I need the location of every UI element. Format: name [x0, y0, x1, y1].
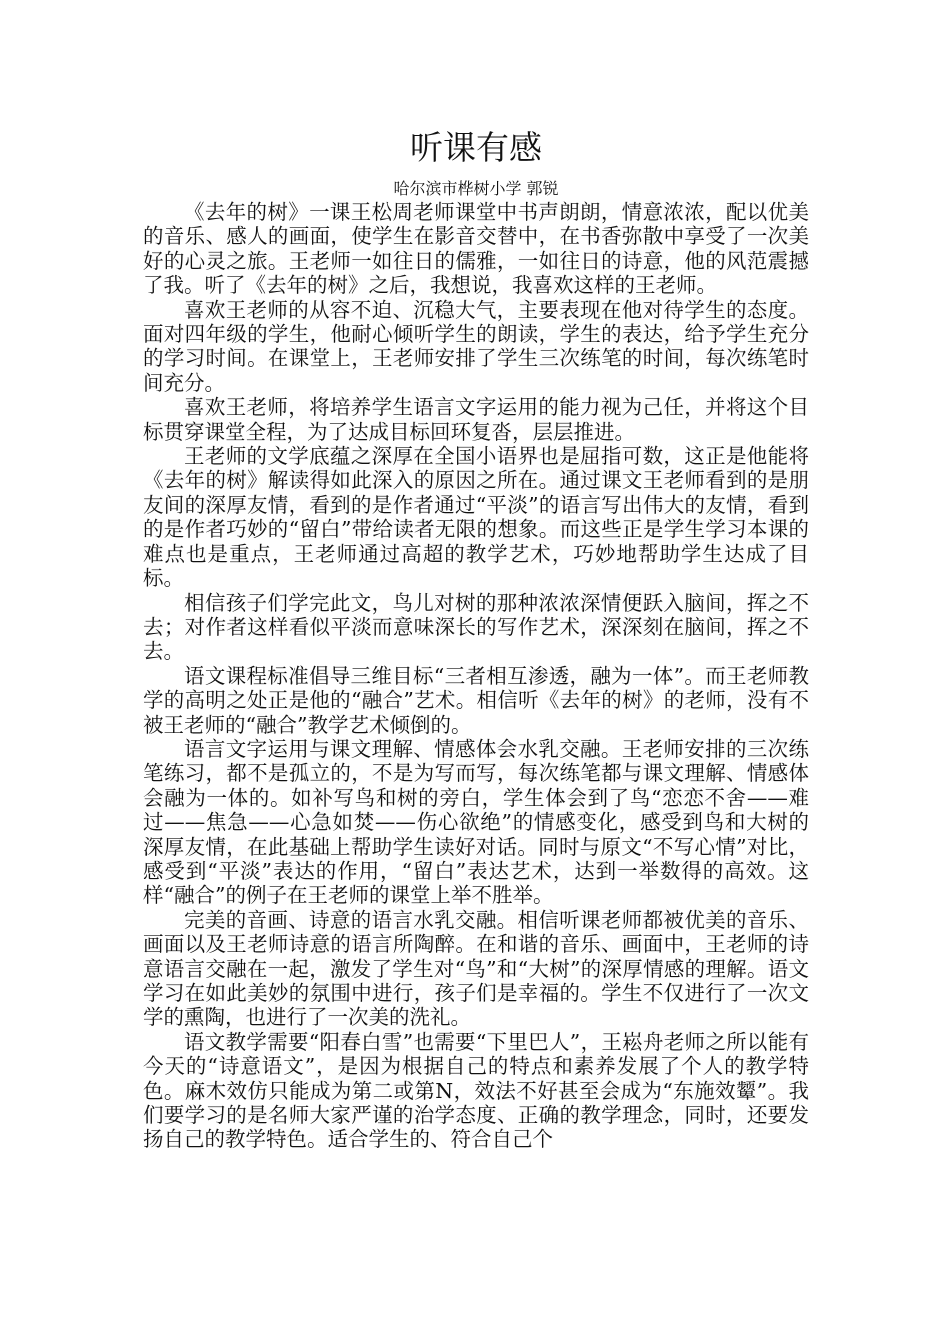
paragraph: 语文课程标准倡导三维目标“三者相互渗透，融为一体”。而王老师教学的高明之处正是他的“融合”艺术。相信听《去年的树》的老师，没有不被王老师的“融合”教学艺术倾倒的。: [143, 663, 809, 737]
paragraph: 语文教学需要“阳春白雪”也需要“下里巴人”，王崧舟老师之所以能有今天的“诗意语文”，是因为根据自己的特点和素养发展了个人的教学特色。麻木效仿只能成为第二或第N，效法不好甚至会成为“东施效颦”。我们要学习的是名师大家严谨的治学态度、正确的教学理念，同时，还要发扬自己的教学特色。适合学生的、符合自己个: [143, 1029, 809, 1152]
paragraph: 相信孩子们学完此文，鸟儿对树的那种浓浓深情便跃入脑间，挥之不去；对作者这样看似平淡而意味深长的写作艺术，深深刻在脑间，挥之不去。: [143, 590, 809, 664]
document-title: 听课有感: [410, 128, 542, 167]
paragraph: 语言文字运用与课文理解、情感体会水乳交融。王老师安排的三次练笔练习，都不是孤立的，不是为写而写，每次练笔都与课文理解、情感体会融为一体的。如补写鸟和树的旁白，学生体会到了鸟“恋恋不舍——难过——焦急——心急如焚——伤心欲绝”的情感变化，感受到鸟和大树的深厚友情，在此基础上帮助学生读好对话。同时与原文“不写心情”对比，感受到“平淡”表达的作用，“留白”表达艺术，达到一举数得的高效。这样“融合”的例子在王老师的课堂上举不胜举。: [143, 736, 809, 908]
paragraph: 完美的音画、诗意的语言水乳交融。相信听课老师都被优美的音乐、画面以及王老师诗意的语言所陶醉。在和谐的音乐、画面中，王老师的诗意语言交融在一起，激发了学生对“鸟”和“大树”的深厚情感的理解。语文学习在如此美妙的氛围中进行，孩子们是幸福的。学生不仅进行了一次文学的熏陶，也进行了一次美的洗礼。: [143, 907, 809, 1030]
paragraph: 喜欢王老师的从容不迫、沉稳大气，主要表现在他对待学生的态度。面对四年级的学生，他耐心倾听学生的朗读，学生的表达，给予学生充分的学习时间。在课堂上，王老师安排了学生三次练笔的时间，每次练笔时间充分。: [143, 297, 809, 395]
document-page: [143, 118, 809, 1152]
document-byline: 哈尔滨市桦树小学 郭锐: [393, 179, 559, 198]
paragraph: 《去年的树》一课王松周老师课堂中书声朗朗，情意浓浓，配以优美的音乐、感人的画面，使学生在影音交替中，在书香弥散中享受了一次美好的心灵之旅。王老师一如往日的儒雅，一如往日的诗意，他的风范震撼了我。听了《去年的树》之后，我想说，我喜欢这样的王老师。: [143, 200, 809, 298]
paragraph: 喜欢王老师，将培养学生语言文字运用的能力视为己任，并将这个目标贯穿课堂全程，为了达成目标回环复沓，层层推进。: [143, 395, 809, 444]
paragraph: 王老师的文学底蕴之深厚在全国小语界也是屈指可数，这正是他能将《去年的树》解读得如此深入的原因之所在。通过课文王老师看到的是朋友间的深厚友情，看到的是作者通过“平淡”的语言写出伟大的友情，看到的是作者巧妙的“留白”带给读者无限的想象。而这些正是学生学习本课的难点也是重点，王老师通过高超的教学艺术，巧妙地帮助学生达成了目标。: [143, 444, 809, 591]
